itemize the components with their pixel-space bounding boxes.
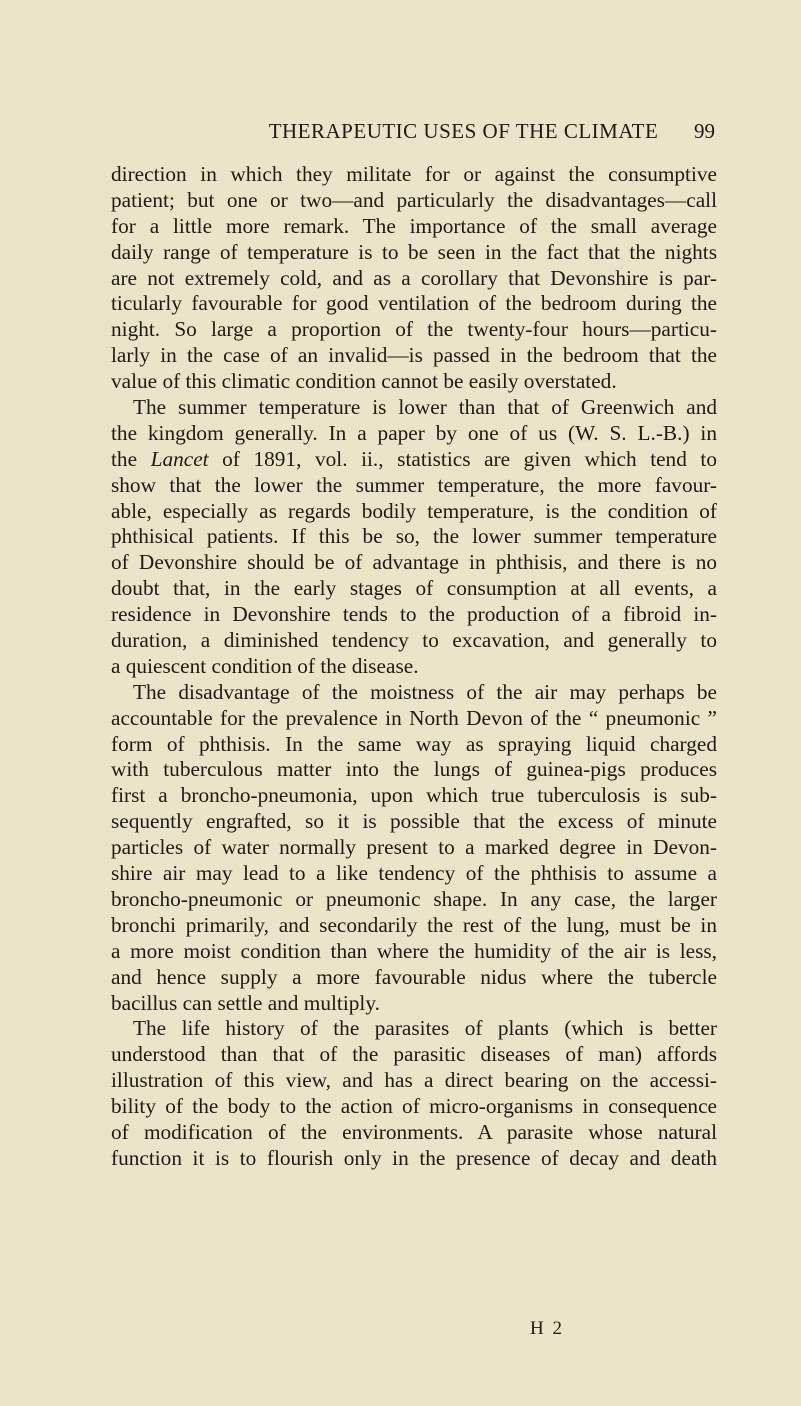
text-line: larly in the case of an invalid—is passed in the bedroom that the — [111, 343, 717, 368]
text-line: illustration of this view, and has a direct bearing on the accessi- — [111, 1068, 717, 1093]
text-line: residence in Devonshire tends to the production of a fibroid in- — [111, 602, 717, 627]
text-line: are not extremely cold, and as a corollary that Devonshire is par- — [111, 265, 717, 290]
text-line: particles of water normally present to a marked degree in Devon- — [111, 835, 717, 860]
text-line: The life history of the parasites of plants (which is better — [133, 1016, 717, 1041]
text-line: night. So large a proportion of the twenty-four hours—particu- — [111, 317, 717, 342]
text-line: patient; but one or two—and particularly the disadvantages—call — [111, 187, 717, 212]
text-line: a more moist condition than where the humidity of the air is less, — [111, 938, 717, 963]
text-line: direction in which they militate for or against the consumptive — [111, 162, 717, 186]
running-head — [112, 116, 715, 146]
journal-title: Lancet — [150, 446, 209, 471]
text-line: and hence supply a more favourable nidus where the tubercle — [111, 964, 717, 989]
text-line: The disadvantage of the moistness of the air may perhaps be — [133, 679, 717, 704]
text-line: bacillus can settle and multiply. — [111, 990, 380, 1015]
text-line: function it is to flourish only in the presence of decay and death — [111, 1145, 717, 1170]
text-line: first a broncho-pneumonia, upon which true tuberculosis is sub- — [111, 783, 717, 808]
text-line: of modification of the environments. A parasite whose natural — [111, 1119, 717, 1144]
text-line: for a little more remark. The importance of the small average — [111, 213, 717, 238]
text-line: daily range of temperature is to be seen in the fact that the nights — [111, 239, 717, 264]
text-line: accountable for the prevalence in North Devon of the “ pneumonic ” — [111, 705, 717, 730]
text-line: show that the lower the summer temperature, the more favour- — [111, 472, 717, 497]
text-line: value of this climatic condition cannot be easily overstated. — [111, 369, 617, 394]
text-line: broncho-pneumonic or pneumonic shape. In any case, the larger — [111, 886, 717, 911]
text-line: with tuberculous matter into the lungs of guinea-pigs produces — [111, 757, 717, 782]
signature-mark: H 2 — [530, 1318, 564, 1339]
text-line: the kingdom generally. In a paper by one of us (W. S. L.-B.) in — [111, 420, 717, 445]
text-line: a quiescent condition of the disease. — [111, 653, 419, 678]
text-line: form of phthisis. In the same way as spraying liquid charged — [111, 731, 717, 756]
body-text — [111, 162, 717, 1172]
text-line: doubt that, in the early stages of consumption at all events, a — [111, 576, 717, 601]
text-line: bility of the body to the action of micro-organisms in consequence — [111, 1094, 717, 1119]
text-line: shire air may lead to a like tendency of the phthisis to assume a — [111, 861, 717, 886]
running-title: THERAPEUTIC USES OF THE CLIMATE — [268, 119, 659, 143]
text-line: understood than that of the parasitic diseases of man) affords — [111, 1042, 717, 1067]
text-line: ticularly favourable for good ventilation of the bedroom during the — [111, 291, 717, 316]
page-number: 99 — [694, 119, 715, 143]
text-line: bronchi primarily, and secondarily the rest of the lung, must be in — [111, 912, 717, 937]
text-line: of Devonshire should be of advantage in phthisis, and there is no — [111, 550, 717, 575]
text-line: sequently engrafted, so it is possible that the excess of minute — [111, 809, 717, 834]
text-line: duration, a diminished tendency to excavation, and generally to — [111, 628, 717, 653]
text-line: The summer temperature is lower than that of Greenwich and — [133, 395, 717, 420]
text-line: the Lancet of 1891, vol. ii., statistics are given which tend to — [111, 446, 717, 471]
text-line: phthisical patients. If this be so, the lower summer temperature — [111, 524, 717, 549]
text-line: able, especially as regards bodily temperature, is the condition of — [111, 498, 717, 523]
